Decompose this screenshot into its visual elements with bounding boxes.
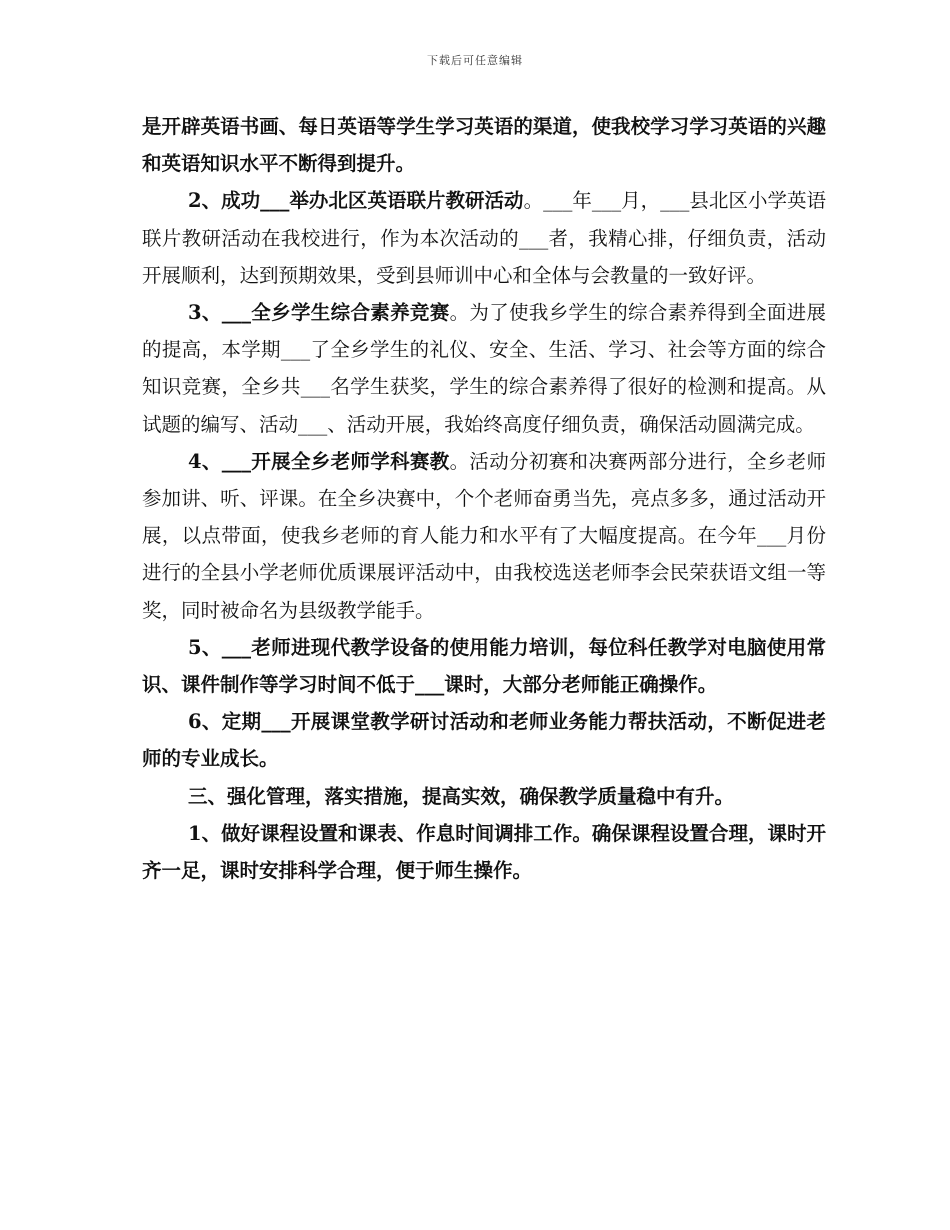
paragraph-text: 。为了使我乡学生的综合素养得到全面进展的提高，本学期___了全乡学生的礼仪、安全、生活、学习、社会等方面的综合知识竞赛，全乡共___名学生获奖，学生的综合素养得了很好的检测和提高。从试题的编写、活动___、活动开展，我始终高度仔细负责，确保活动圆满完成。 xyxy=(142,301,826,436)
paragraph-item-3 xyxy=(142,294,826,443)
paragraph-text: 6、定期___开展课堂教学研讨活动和老师业务能力帮扶活动，不断促进老师的专业成长。 xyxy=(142,710,826,771)
paragraph-text: 。活动分初赛和决赛两部分进行，全乡老师参加讲、听、评课。在全乡决赛中，个个老师奋勇当先，亮点多多，通过活动开展，以点带面，使我乡老师的育人能力和水平有了大幅度提高。在今年___月份进行的全县小学老师优质课展评活动中，由我校选送老师李会民荣获语文组一等奖，同时被命名为县级教学能手。 xyxy=(142,449,826,622)
paragraph-lead: 3、___全乡学生综合素养竞赛 xyxy=(188,301,450,325)
section-heading-3 xyxy=(142,778,826,815)
paragraph-text: 5、___老师进现代教学设备的使用能力培训，每位科任教学对电脑使用常识、课件制作等学习时间不低于___课时，大部分老师能正确操作。 xyxy=(142,635,826,697)
page-header-note: 下载后可任意编辑 xyxy=(427,54,523,67)
paragraph-text: 。___年___月，___县北区小学英语联片教研活动在我校进行，作为本次活动的___者，我精心排，仔细负责，活动开展顺利，达到预期效果，受到县师训中心和全体与会教量的一致好评。 xyxy=(142,189,826,287)
paragraph-lead: 2、成功___举办北区英语联片教研活动 xyxy=(188,189,524,213)
paragraph-text: 1、做好课程设置和课表、作息时间调排工作。确保课程设置合理，课时开齐一足，课时安排科学合理，便于师生操作。 xyxy=(142,821,826,883)
paragraph-item-5 xyxy=(142,629,826,703)
paragraph-item-2 xyxy=(142,182,826,294)
paragraph-item-6 xyxy=(142,703,826,777)
section-heading-text: 三、强化管理，落实措施，提高实效，确保教学质量稳中有升。 xyxy=(188,784,735,808)
paragraph-continuation xyxy=(142,108,826,182)
paragraph-item-1 xyxy=(142,815,826,889)
paragraph-lead: 4、___开展全乡老师学科赛教 xyxy=(188,449,450,473)
paragraph-text: 是开辟英语书画、每日英语等学生学习英语的渠道，使我校学习学习英语的兴趣和英语知识水平不断得到提升。 xyxy=(142,115,826,176)
paragraph-item-4 xyxy=(142,443,826,629)
document-body xyxy=(142,108,826,889)
